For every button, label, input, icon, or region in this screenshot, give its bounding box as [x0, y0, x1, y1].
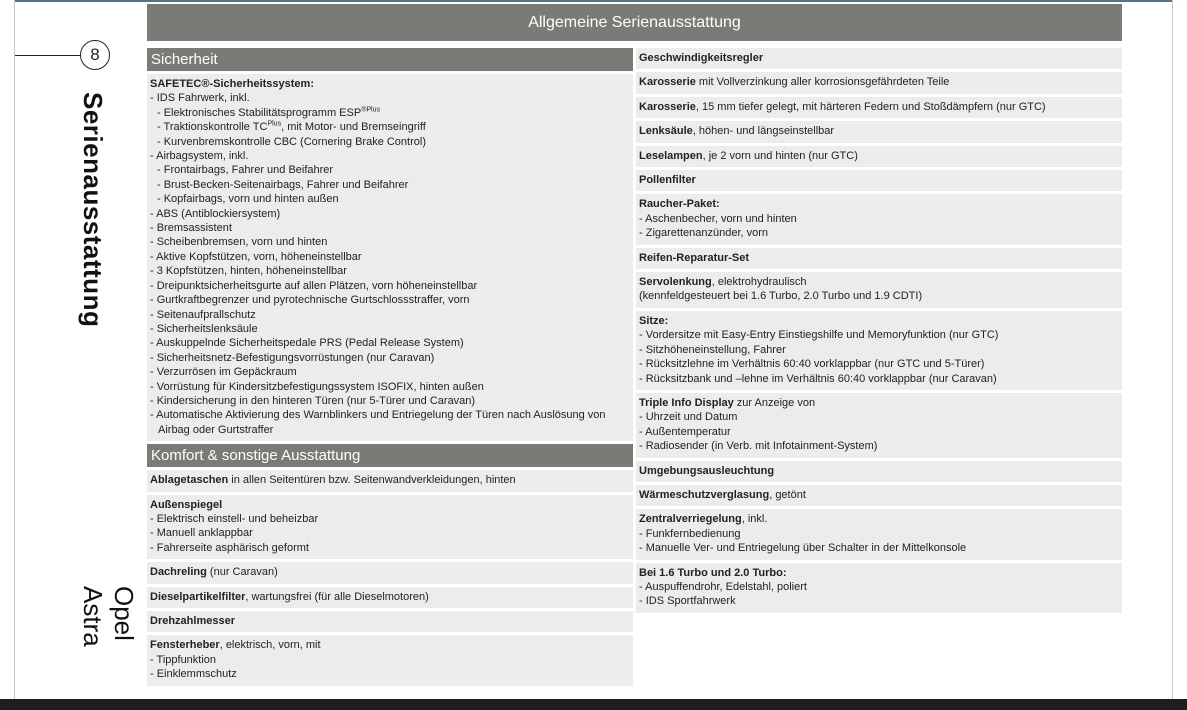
list-item: - Sitzhöheneinstellung, Fahrer: [639, 343, 786, 356]
item-label: Fensterheber: [150, 639, 220, 652]
page-header: Allgemeine Serienausstattung: [147, 4, 1122, 41]
side-title: Serienausstattung: [78, 92, 108, 328]
item-text: , elektrisch, vorn, mit: [219, 639, 321, 652]
item-text: in allen Seitentüren bzw. Seitenwandverkleidungen, hinten: [228, 474, 516, 487]
list-item: - Frontairbags, Fahrer und Beifahrer: [157, 164, 334, 177]
item-label: Ablagetaschen: [150, 474, 229, 487]
item-label: Pollenfilter: [639, 174, 696, 187]
viewer-margin-right: [1172, 0, 1187, 710]
item-text: , 15 mm tiefer gelegt, mit härteren Federn und Stoßdämpfern (nur GTC): [695, 100, 1046, 113]
pollenfilter-item: [636, 170, 1122, 191]
item-label: Triple Info Display: [639, 396, 734, 409]
list-item: - Verzurrösen im Gepäckraum: [150, 366, 297, 379]
item-label: Wärmeschutzverglasung: [639, 488, 770, 501]
item-text: , höhen- und längseinstellbar: [692, 125, 835, 138]
safetec-block: [147, 74, 633, 441]
item-label: Reifen-Reparatur-Set: [639, 251, 750, 264]
viewer-margin-left: [0, 0, 15, 710]
list-item: - Manuelle Ver- und Entriegelung über Schalter in der Mittelkonsole: [639, 542, 967, 555]
list-item: - Zigarettenanzünder, vorn: [639, 227, 769, 240]
item-text: , je 2 vorn und hinten (nur GTC): [702, 149, 858, 162]
item-label: Außenspiegel: [150, 498, 223, 511]
list-item: - Rücksitzbank und –lehne im Verhältnis 60:40 vorklappbar (nur Caravan): [639, 372, 997, 385]
list-item: - Fahrerseite asphärisch geformt: [150, 541, 309, 554]
item-text: (nur Caravan): [206, 566, 278, 579]
list-item: - Tippfunktion: [150, 653, 217, 666]
item-text: , wartungsfrei (für alle Dieselmotoren): [245, 590, 429, 603]
sitze-item: [636, 311, 1122, 390]
section-komfort-heading: Komfort & sonstige Ausstattung: [147, 444, 633, 467]
chapter-marker-line: [15, 55, 81, 56]
tc-superscript: Plus: [267, 120, 282, 128]
lenksaeule-item: [636, 121, 1122, 142]
dachreling-item: [147, 562, 633, 583]
side-model: Opel Astra: [78, 586, 139, 647]
item-label: Dachreling: [150, 566, 207, 579]
list-item: - IDS Fahrwerk, inkl.: [150, 92, 250, 105]
reifen-reparatur-item: [636, 248, 1122, 269]
waermeschutz-item: [636, 485, 1122, 506]
item-text: (kennfeldgesteuert bei 1.6 Turbo, 2.0 Turbo und 1.9 CDTI): [639, 290, 923, 303]
leselampen-item: [636, 146, 1122, 167]
umgebungsausleuchtung-item: [636, 461, 1122, 482]
list-item: - Rücksitzlehne im Verhältnis 60:40 vorklappbar (nur GTC und 5-Türer): [639, 358, 985, 371]
list-item: - Auskuppelnde Sicherheitspedale PRS (Pedal Release System): [150, 337, 464, 350]
list-item: - Elektrisch einstell- und beheizbar: [150, 512, 319, 525]
list-item: [150, 120, 630, 134]
triple-info-display-item: [636, 393, 1122, 458]
list-item: - ABS (Antiblockiersystem): [150, 207, 281, 220]
raucher-paket-item: [636, 194, 1122, 244]
ablagetaschen-item: [147, 470, 633, 491]
esp-superscript: ®Plus: [361, 106, 380, 114]
item-label: Leselampen: [639, 149, 703, 162]
item-label: Bei 1.6 Turbo und 2.0 Turbo:: [639, 566, 787, 579]
list-item: - Sicherheitsnetz-Befestigungsvorrüstungen (nur Caravan): [150, 351, 435, 364]
list-item: - Manuell anklappbar: [150, 527, 253, 540]
item-label: Raucher-Paket:: [639, 198, 720, 211]
list-item: - Vordersitze mit Easy-Entry Einstiegshilfe und Memoryfunktion (nur GTC): [639, 329, 999, 342]
list-item: - Auspuffendrohr, Edelstahl, poliert: [639, 580, 807, 593]
list-item: - Einklemmschutz: [150, 668, 237, 681]
list-item: - Bremsassistent: [150, 222, 232, 235]
karosserie-vollverzinkung-item: [636, 72, 1122, 93]
item-label: Karosserie: [639, 100, 696, 113]
item-text: , elektrohydraulisch: [711, 276, 807, 289]
item-text: zur Anzeige von: [733, 396, 816, 409]
item-label: Geschwindigkeitsregler: [639, 52, 764, 64]
chapter-number: 8: [80, 40, 110, 70]
safetec-title: SAFETEC®-Sicherheitssystem:: [150, 78, 314, 90]
list-item: - Automatische Aktivierung des Warnblinkers und Entriegelung der Türen nach Auslösung von Airbag oder Gurtstraffer: [150, 409, 606, 436]
item-label: Karosserie: [639, 76, 696, 89]
list-item: - 3 Kopfstützen, hinten, höheneinstellbar: [150, 265, 347, 278]
item-text: mit Vollverzinkung aller korrosionsgefährdeten Teile: [695, 76, 950, 89]
list-item: [150, 106, 630, 120]
fensterheber-item: [147, 635, 633, 685]
list-item: - Außentemperatur: [639, 425, 731, 438]
turbo-item: [636, 563, 1122, 613]
list-item: - Aschenbecher, vorn und hinten: [639, 212, 797, 225]
list-item: - Sicherheitslenksäule: [150, 322, 258, 335]
aussenspiegel-item: [147, 495, 633, 560]
geschwindigkeitsregler-item: [636, 48, 1122, 69]
esp-text: - Elektronisches Stabilitätsprogramm ESP: [157, 106, 362, 119]
list-item: - Dreipunktsicherheitsgurte auf allen Plätzen, vorn höheneinstellbar: [150, 279, 478, 292]
item-label: Lenksäule: [639, 125, 693, 138]
viewer-bottom-bar: [0, 699, 1187, 710]
list-item: - Kindersicherung in den hinteren Türen (nur 5-Türer und Caravan): [150, 394, 476, 407]
tc-text: - Traktionskontrolle TC: [157, 121, 268, 134]
list-item: - Kopfairbags, vorn und hinten außen: [157, 193, 339, 206]
viewer-top-line: [0, 0, 1187, 2]
item-text: , getönt: [769, 488, 806, 501]
left-column: [147, 48, 633, 689]
list-item: - Uhrzeit und Datum: [639, 411, 738, 424]
zentralverriegelung-item: [636, 509, 1122, 559]
right-column: [636, 48, 1122, 616]
list-item: - Kurvenbremskontrolle CBC (Cornering Brake Control): [157, 135, 426, 148]
item-label: Umgebungsausleuchtung: [639, 464, 775, 477]
list-item: - Brust-Becken-Seitenairbags, Fahrer und Beifahrer: [157, 178, 409, 191]
tc-rest: , mit Motor- und Bremseingriff: [281, 121, 426, 134]
list-item: - IDS Sportfahrwerk: [639, 595, 736, 608]
item-label: Zentralverriegelung: [639, 513, 742, 526]
list-item: - Seitenaufprallschutz: [150, 308, 256, 321]
dieselpartikelfilter-item: [147, 587, 633, 608]
servolenkung-item: [636, 272, 1122, 308]
list-item: - Funkfernbedienung: [639, 527, 741, 540]
list-item: - Vorrüstung für Kindersitzbefestigungssystem ISOFIX, hinten außen: [150, 380, 484, 393]
list-item: - Aktive Kopfstützen, vorn, höheneinstellbar: [150, 250, 362, 263]
item-label: Sitze:: [639, 314, 669, 327]
drehzahlmesser-item: [147, 611, 633, 632]
item-label: Servolenkung: [639, 276, 712, 289]
item-label: Dieselpartikelfilter: [150, 590, 246, 603]
list-item: - Radiosender (in Verb. mit Infotainment-System): [639, 440, 878, 453]
item-label: Drehzahlmesser: [150, 615, 235, 627]
list-item: - Gurtkraftbegrenzer und pyrotechnische Gurtschlossstraffer, vorn: [150, 294, 470, 307]
section-sicherheit-heading: Sicherheit: [147, 48, 633, 71]
list-item: - Scheibenbremsen, vorn und hinten: [150, 236, 328, 249]
karosserie-tiefer-item: [636, 97, 1122, 118]
item-text: , inkl.: [741, 513, 768, 526]
list-item: - Airbagsystem, inkl.: [150, 150, 249, 163]
